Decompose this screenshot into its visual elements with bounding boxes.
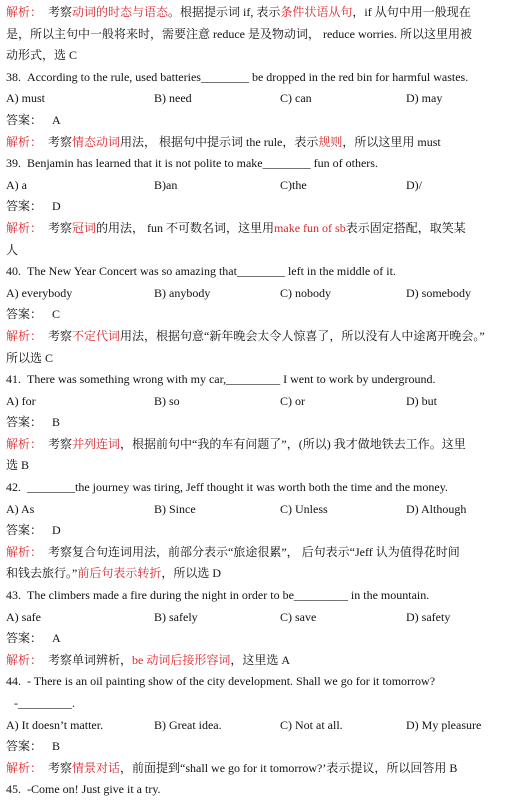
- option-a: A) a: [6, 177, 27, 192]
- analysis-text: ，所以这里用 must: [342, 134, 441, 149]
- prev-analysis-line-2: 是，所以主句中一般将来时，需要注意 reduce 是及物动词， reduce worries. 所以这里用被: [6, 26, 472, 41]
- options-42: [6, 499, 500, 521]
- answer-label: 答案：: [6, 307, 43, 322]
- analysis-keyword: make fun of sb: [274, 220, 346, 235]
- analysis-label: 解析：: [6, 5, 43, 19]
- analysis-text: 。根据提示词 if, 表示: [168, 5, 281, 19]
- question-45: [6, 779, 500, 801]
- analysis-text: 考察单词辨析，: [48, 652, 133, 667]
- answer-label: 答案：: [6, 739, 43, 754]
- answer-label: 答案：: [6, 199, 43, 214]
- analysis-keyword: 冠词: [72, 220, 97, 235]
- question-text: ________the journey was tiring, Jeff thought it was worth both the time and the money.: [27, 480, 448, 495]
- question-number: 40.: [6, 264, 21, 279]
- options-41: [6, 391, 500, 413]
- options-39: [6, 175, 500, 197]
- option-a: A) safe: [6, 609, 41, 624]
- question-text: - There is an oil painting show of the city development. Shall we go for it tomorrow?: [27, 674, 436, 689]
- analysis-text: 用法，根据句意“新年晚会太令人惊喜了，所以没有人中途离开晚会。”: [120, 328, 485, 343]
- prev-analysis-line-3: 动形式，选 C: [6, 48, 78, 63]
- answer-43: [6, 628, 500, 650]
- answer-42: [6, 520, 500, 542]
- analysis-42-cont: [6, 563, 500, 585]
- analysis-text: 表示固定搭配，取笑某: [345, 220, 466, 235]
- analysis-text: 考察: [48, 220, 73, 235]
- question-number: 42.: [6, 480, 21, 495]
- option-a: A) everybody: [6, 285, 73, 300]
- analysis-keyword: 条件状语从句: [280, 5, 353, 19]
- answer-value: D: [52, 199, 61, 214]
- analysis-label: 解析：: [6, 134, 43, 149]
- answer-value: B: [52, 739, 61, 754]
- option-c: C) can: [280, 91, 312, 106]
- question-number: 38.: [6, 69, 21, 84]
- options-38: [6, 88, 500, 110]
- question-44: [6, 671, 500, 693]
- option-a: A) for: [6, 393, 36, 408]
- question-43: [6, 585, 500, 607]
- question-number: 44.: [6, 674, 21, 689]
- analysis-text: 考察复合句连词用法，前部分表示“旅途很累”， 后句表示“Jeff 认为值得花时间: [48, 544, 460, 559]
- answer-label: 答案：: [6, 631, 43, 646]
- analysis-text: 考察: [48, 328, 73, 343]
- analysis-text: 考察: [48, 436, 73, 451]
- option-c: C) Unless: [280, 501, 328, 516]
- option-d: D) but: [406, 393, 437, 408]
- option-c: C)the: [280, 177, 307, 192]
- question-text: The climbers made a fire during the night in order to be_________ in the mountain.: [27, 588, 430, 603]
- prev-analysis-line-1: [6, 2, 500, 24]
- analysis-text: 用法， 根据句中提示词 the rule，表示: [120, 134, 319, 149]
- analysis-39: [6, 218, 500, 240]
- question-42: [6, 477, 500, 499]
- option-b: B) Since: [154, 501, 196, 516]
- analysis-41: [6, 434, 500, 456]
- answer-44: [6, 736, 500, 758]
- analysis-text: 考察: [48, 5, 73, 19]
- analysis-keyword: 规则: [318, 134, 343, 149]
- question-text: Benjamin has learned that it is not polite to make________ fun of others.: [27, 156, 378, 171]
- question-text: There was something wrong with my car,_________ I went to work by underground.: [27, 372, 436, 387]
- options-43: [6, 607, 500, 629]
- option-b: B) Great idea.: [154, 717, 222, 732]
- options-40: [6, 283, 500, 305]
- option-d: D) somebody: [406, 285, 471, 300]
- analysis-43: [6, 650, 500, 672]
- question-39: [6, 153, 500, 175]
- analysis-text: 考察: [48, 134, 73, 149]
- answer-value: A: [52, 631, 61, 646]
- option-c: C) save: [280, 609, 317, 624]
- analysis-40: [6, 326, 500, 348]
- option-b: B) anybody: [154, 285, 211, 300]
- analysis-text: 和钱去旅行。”: [6, 566, 78, 581]
- analysis-keyword: 并列连词: [72, 436, 121, 451]
- analysis-label: 解析：: [6, 544, 43, 559]
- option-b: B)an: [154, 177, 178, 192]
- option-d: D) may: [406, 91, 443, 106]
- question-40: [6, 261, 500, 283]
- analysis-text: ，根据前句中“我的车有问题了”，(所以) 我才做地铁去工作。这里: [120, 436, 466, 451]
- question-41: [6, 369, 500, 391]
- answer-value: C: [52, 307, 61, 322]
- answer-label: 答案：: [6, 415, 43, 430]
- answer-38: [6, 110, 500, 132]
- option-d: D)/: [406, 177, 422, 192]
- option-b: B) safely: [154, 609, 198, 624]
- analysis-42: [6, 542, 500, 564]
- option-b: B) need: [154, 91, 192, 106]
- option-d: D) Although: [406, 501, 467, 516]
- question-text: According to the rule, used batteries________ be dropped in the red bin for harmful wastes.: [27, 69, 469, 84]
- question-44-blank: -_________.: [14, 696, 75, 710]
- analysis-40-cont: 所以选 C: [6, 350, 54, 365]
- option-c: C) nobody: [280, 285, 331, 300]
- question-text: The New Year Concert was so amazing that________ left in the middle of it.: [27, 264, 396, 279]
- option-d: D) My pleasure: [406, 717, 482, 732]
- analysis-text: ，这里选 A: [230, 652, 291, 667]
- question-number: 39.: [6, 156, 21, 171]
- analysis-text: ，前面提到“shall we go for it tomorrow?’表示提议，所以回答用 B: [120, 760, 458, 775]
- option-a: A) must: [6, 91, 45, 106]
- option-c: C) or: [280, 393, 305, 408]
- option-a: A) As: [6, 501, 35, 516]
- analysis-label: 解析：: [6, 436, 43, 451]
- option-d: D) safety: [406, 609, 451, 624]
- options-44: [6, 715, 500, 737]
- analysis-keyword: 不定代词: [72, 328, 121, 343]
- option-b: B) so: [154, 393, 180, 408]
- answer-39: [6, 196, 500, 218]
- option-c: C) Not at all.: [280, 717, 343, 732]
- answer-value: B: [52, 415, 61, 430]
- answer-41: [6, 412, 500, 434]
- analysis-keyword: 情景对话: [72, 760, 121, 775]
- analysis-text: 考察: [48, 760, 73, 775]
- analysis-keyword: 情态动词: [72, 134, 121, 149]
- answer-label: 答案：: [6, 523, 43, 538]
- analysis-39-cont: 人: [6, 242, 19, 257]
- question-number: 45.: [6, 782, 21, 797]
- analysis-41-cont: 选 B: [6, 458, 30, 473]
- analysis-keyword: 前后句表示转折: [77, 566, 162, 581]
- answer-value: D: [52, 523, 61, 538]
- question-number: 43.: [6, 588, 21, 603]
- analysis-label: 解析：: [6, 652, 43, 667]
- analysis-label: 解析：: [6, 760, 43, 775]
- option-a: A) It doesn’t matter.: [6, 717, 104, 732]
- analysis-label: 解析：: [6, 328, 43, 343]
- analysis-keyword: 动词的时态与语态: [72, 5, 169, 19]
- analysis-text: ，if 从句中用一般现在: [352, 5, 471, 19]
- analysis-keyword: be 动词后接形容词: [132, 652, 231, 667]
- question-number: 41.: [6, 372, 21, 387]
- analysis-text: ，所以选 D: [161, 566, 222, 581]
- analysis-38: [6, 132, 500, 154]
- question-38: [6, 67, 500, 89]
- answer-label: 答案：: [6, 112, 43, 127]
- answer-40: [6, 304, 500, 326]
- analysis-44: [6, 758, 500, 780]
- question-text: -Come on! Just give it a try.: [27, 782, 161, 797]
- analysis-label: 解析：: [6, 220, 43, 235]
- answer-value: A: [52, 112, 61, 127]
- analysis-text: 的用法， fun 不可数名词，这里用: [96, 220, 275, 235]
